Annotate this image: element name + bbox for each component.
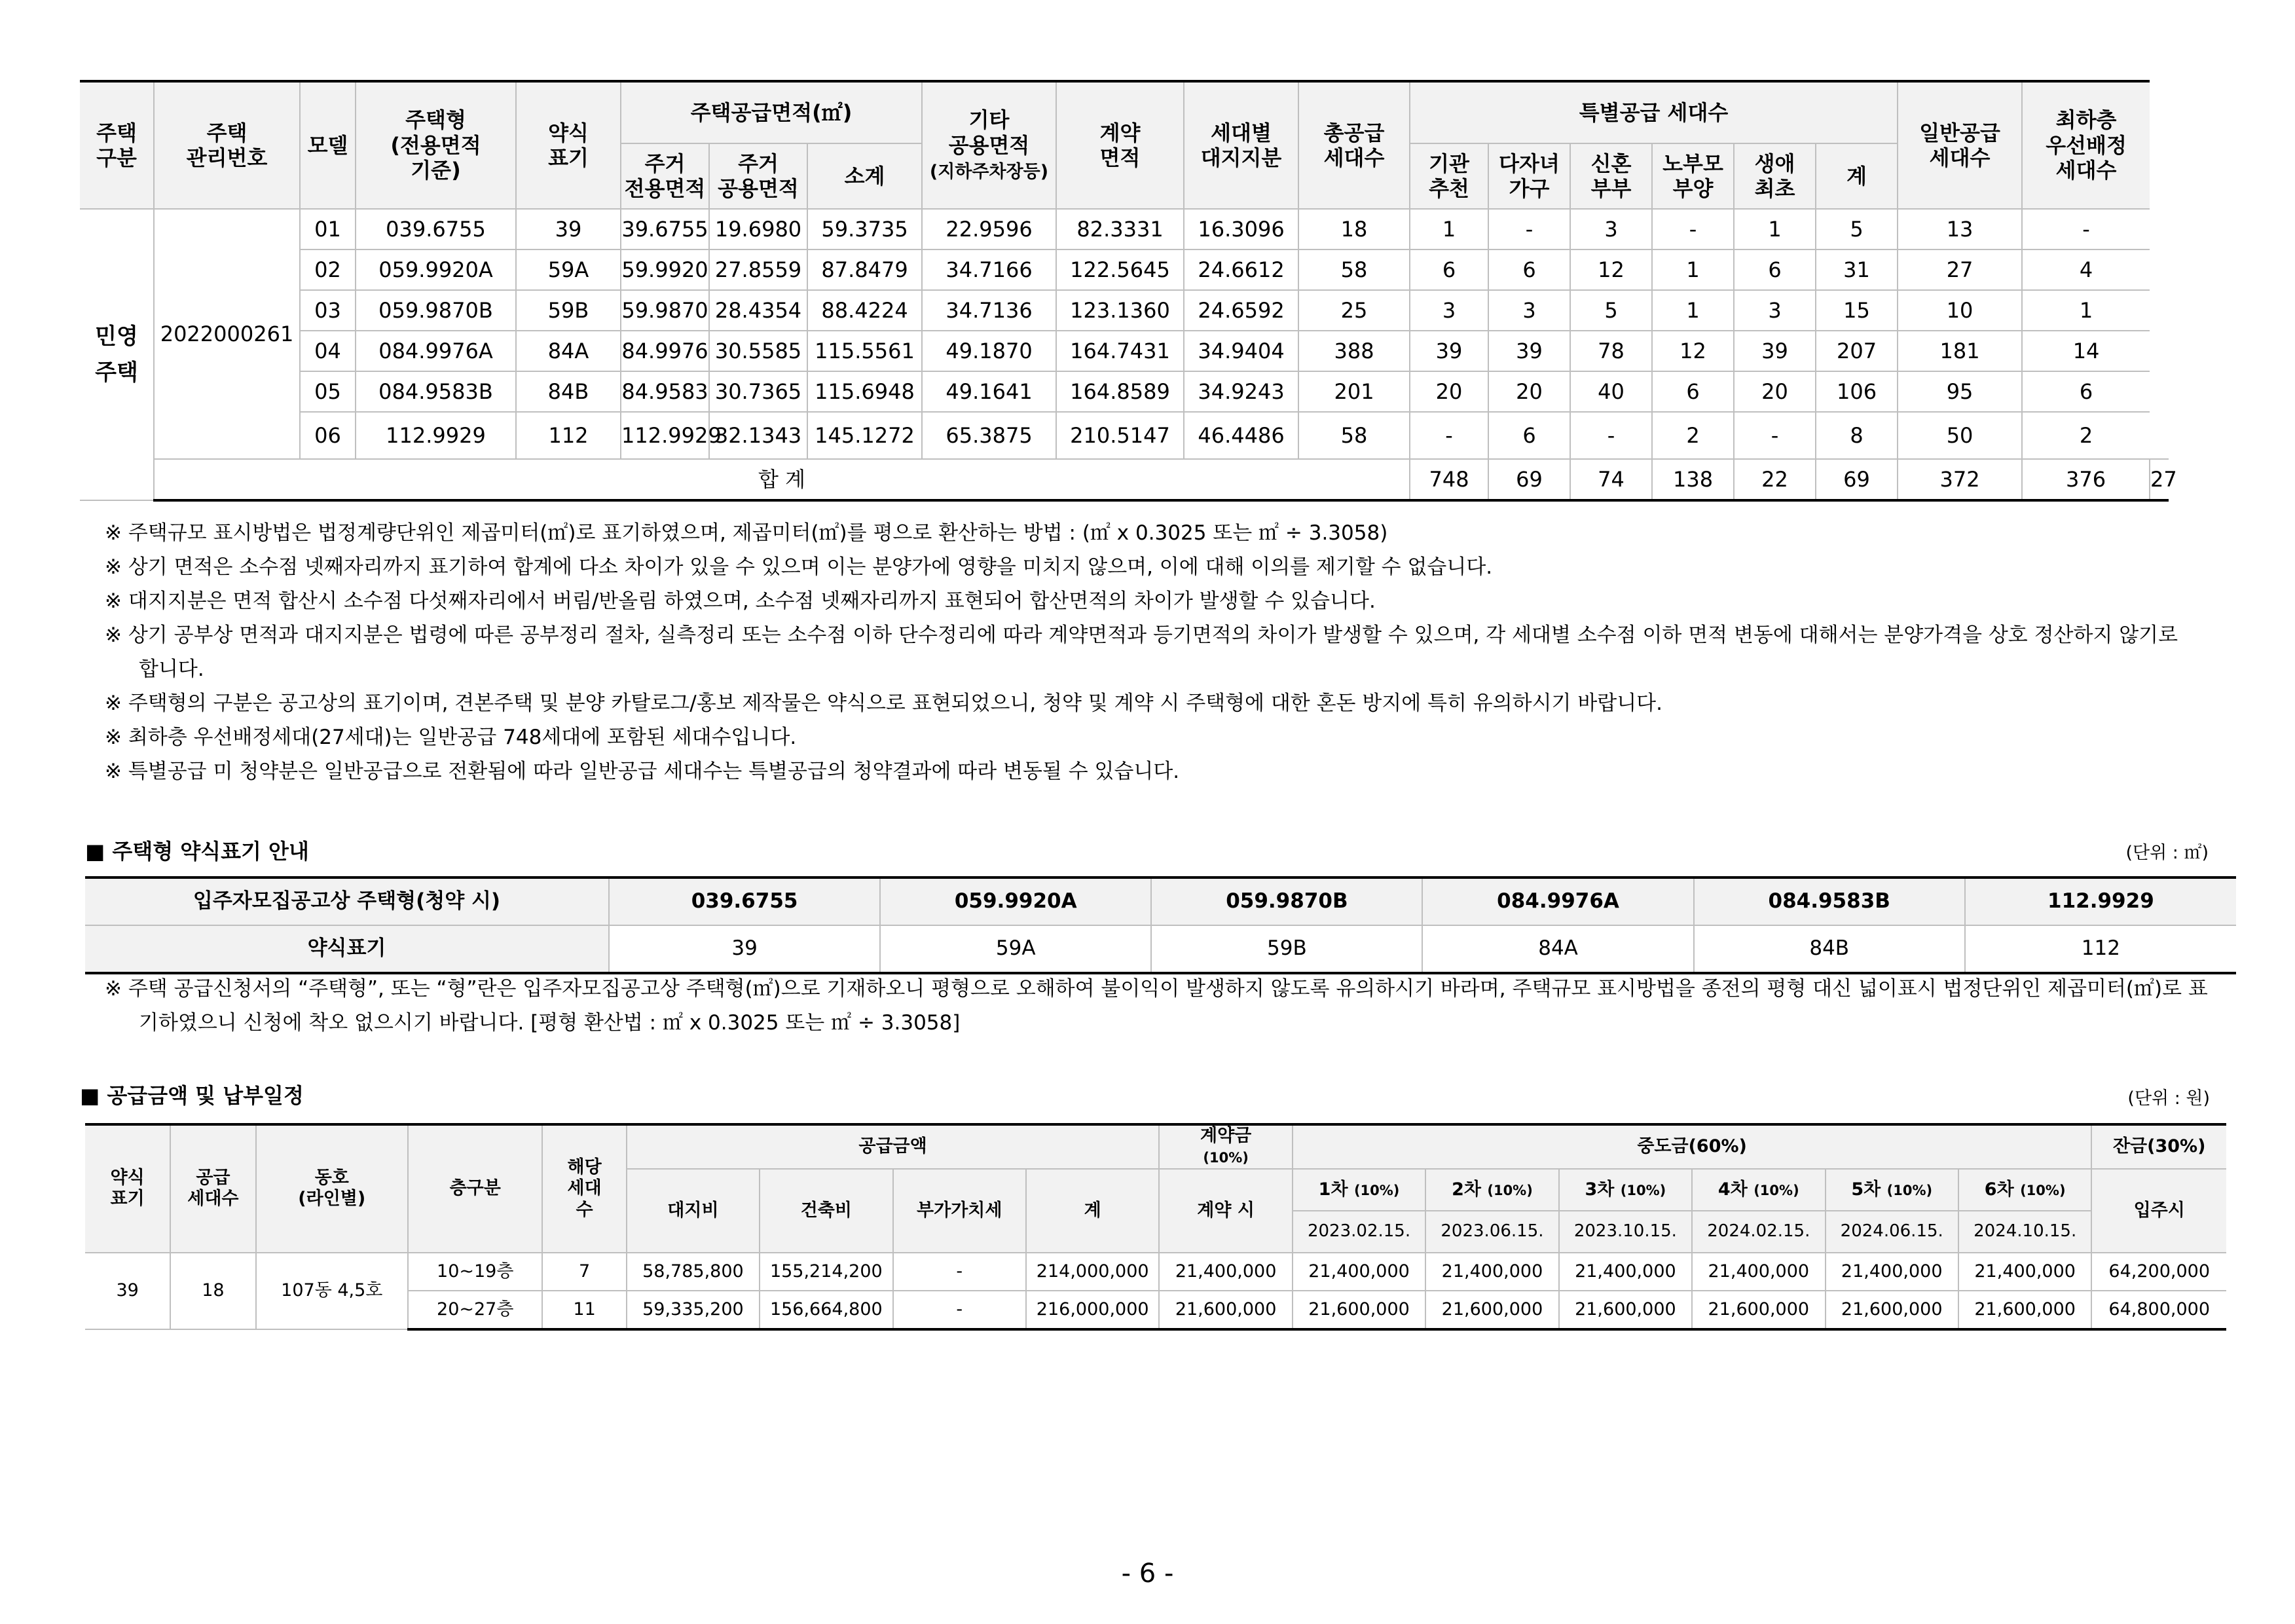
cell-total: 58 bbox=[1298, 412, 1410, 459]
cell-balance: 64,200,000 bbox=[2091, 1253, 2226, 1291]
cell-other: 34.7136 bbox=[922, 290, 1056, 331]
cell-i6: 21,600,000 bbox=[1958, 1291, 2091, 1329]
interim-label: 3차 bbox=[1585, 1179, 1615, 1200]
cell-sp_total: 207 bbox=[1816, 331, 1898, 371]
supply-header-floor: 층구분 bbox=[408, 1124, 542, 1253]
abbrev-value-cell: 59A bbox=[880, 925, 1151, 973]
header-supply-area: 주택공급면적(㎡) bbox=[621, 81, 922, 143]
totals-general: 376 bbox=[2022, 459, 2150, 500]
cell-contract: 123.1360 bbox=[1056, 290, 1184, 331]
note-item: ※ 특별공급 미 청약분은 일반공급으로 전환됨에 따라 일반공급 세대수는 특별공급의 청약결과에 따라 변동될 수 있습니다. bbox=[105, 760, 1180, 783]
cell-model: 01 bbox=[300, 209, 356, 249]
interim-installment-header bbox=[1826, 1169, 1958, 1211]
supply-header-abbrev: 약식 표기 bbox=[85, 1124, 170, 1253]
cell-inst: 1 bbox=[1410, 209, 1488, 249]
interim-installment-header bbox=[1293, 1169, 1425, 1211]
header-first-time: 생애 최초 bbox=[1734, 143, 1816, 209]
interim-pct: (10%) bbox=[1487, 1182, 1533, 1198]
cell-exclusive: 84.9583 bbox=[621, 371, 709, 412]
cell-common: 19.6980 bbox=[709, 209, 807, 249]
cell-total: 214,000,000 bbox=[1026, 1253, 1159, 1291]
housing-class-cell: 민영 주택 bbox=[80, 209, 154, 500]
abbrev-unit-label: (단위 : ㎡) bbox=[2125, 843, 2209, 863]
interim-pct: (10%) bbox=[1753, 1182, 1799, 1198]
cell-general: 10 bbox=[1898, 290, 2022, 331]
cell-model: 06 bbox=[300, 412, 356, 459]
note-item: ※ 주택규모 표시방법은 법정계량단위인 제곱미터(㎡)로 표기하였으며, 제곱미터(㎡)를 평으로 환산하는 방법 : (㎡ x 0.3025 또는 ㎡ ÷ 3.3058) bbox=[105, 521, 1388, 545]
cell-land: 34.9404 bbox=[1184, 331, 1298, 371]
cell-inst: 20 bbox=[1410, 371, 1488, 412]
cell-i4: 21,400,000 bbox=[1692, 1253, 1825, 1291]
supply-header-building-cost: 건축비 bbox=[760, 1169, 892, 1253]
cell-floor: 20~27층 bbox=[408, 1291, 542, 1329]
cell-general: 181 bbox=[1898, 331, 2022, 371]
cell-model: 03 bbox=[300, 290, 356, 331]
cell-subtotal: 59.3735 bbox=[807, 209, 922, 249]
cell-building: 155,214,200 bbox=[760, 1253, 892, 1291]
interim-label: 1차 bbox=[1318, 1179, 1348, 1200]
supply-header-land-cost: 대지비 bbox=[627, 1169, 760, 1253]
cell-elder: 12 bbox=[1652, 331, 1734, 371]
cell-exclusive: 59.9870 bbox=[621, 290, 709, 331]
cell-elder: - bbox=[1652, 209, 1734, 249]
cell-other: 65.3875 bbox=[922, 412, 1056, 459]
supply-header-deposit-when: 계약 시 bbox=[1159, 1169, 1292, 1253]
header-general-supply: 일반공급 세대수 bbox=[1898, 81, 2022, 209]
cell-common: 30.7365 bbox=[709, 371, 807, 412]
interim-date: 2024.06.15. bbox=[1826, 1211, 1958, 1253]
cell-sp_total: 106 bbox=[1816, 371, 1898, 412]
cell-i3: 21,600,000 bbox=[1559, 1291, 1692, 1329]
supply-header-dong: 동호 (라인별) bbox=[256, 1124, 408, 1253]
supply-header-interim: 중도금(60%) bbox=[1293, 1124, 2092, 1169]
cell-deposit: 21,600,000 bbox=[1159, 1291, 1292, 1329]
cell-land: 24.6612 bbox=[1184, 249, 1298, 290]
cell-other: 49.1641 bbox=[922, 371, 1056, 412]
cell-i5: 21,400,000 bbox=[1826, 1253, 1958, 1291]
cell-lowest: 2 bbox=[2022, 412, 2150, 459]
cell-contract: 164.7431 bbox=[1056, 331, 1184, 371]
cell-first: 20 bbox=[1734, 371, 1816, 412]
cell-abbrev: 84B bbox=[516, 371, 621, 412]
note-item: ※ 대지지분은 면적 합산시 소수점 다섯째자리에서 버림/반올림 하였으며, 소수점 넷째자리까지 표현되어 합산면적의 차이가 발생할 수 있습니다. bbox=[105, 589, 1376, 613]
cell-total: 388 bbox=[1298, 331, 1410, 371]
cell-abbrev: 84A bbox=[516, 331, 621, 371]
note-item: ※ 상기 면적은 소수점 넷째자리까지 표기하여 합계에 다소 차이가 있을 수 있으며 이는 분양가에 영향을 미치지 않으며, 이에 대해 이의를 제기할 수 없습니다. bbox=[105, 555, 1493, 579]
note-item: ※ 상기 공부상 면적과 대지지분은 법령에 따른 공부정리 절차, 실측정리 또는 소수점 이하 단수정리에 따라 계약면적과 등기면적의 차이가 발생할 수 있으며, 각 세대별 소수점 이하 면적 변동에 대해서는 분양가격을 상호 정산하지 않기로 합니다. bbox=[105, 623, 2178, 681]
abbrev-value-cell: 84A bbox=[1422, 925, 1693, 973]
cell-units: 7 bbox=[542, 1253, 626, 1291]
header-subtotal: 소계 bbox=[807, 143, 922, 209]
supply-price-table bbox=[85, 1123, 2226, 1331]
cell-sp_total: 5 bbox=[1816, 209, 1898, 249]
cell-type: 112.9929 bbox=[356, 412, 516, 459]
cell-exclusive: 112.9929 bbox=[621, 412, 709, 459]
cell-newly: 12 bbox=[1570, 249, 1652, 290]
cell-abbrev: 59B bbox=[516, 290, 621, 331]
cell-contract: 122.5645 bbox=[1056, 249, 1184, 290]
abbrev-value-cell: 112 bbox=[1965, 925, 2236, 973]
cell-general: 27 bbox=[1898, 249, 2022, 290]
cell-sp_total: 15 bbox=[1816, 290, 1898, 331]
header-special-total: 계 bbox=[1816, 143, 1898, 209]
cell-first: 6 bbox=[1734, 249, 1816, 290]
interim-installment-header bbox=[1425, 1169, 1558, 1211]
abbrev-type-cell: 039.6755 bbox=[609, 877, 880, 925]
interim-label: 4차 bbox=[1717, 1179, 1748, 1200]
group-supply-units: 18 bbox=[170, 1253, 255, 1329]
cell-total: 216,000,000 bbox=[1026, 1291, 1159, 1329]
cell-subtotal: 115.5561 bbox=[807, 331, 922, 371]
cell-i1: 21,400,000 bbox=[1293, 1253, 1425, 1291]
table-row bbox=[80, 412, 2169, 459]
cell-multi: 6 bbox=[1488, 412, 1570, 459]
supply-header-deposit: 계약금 (10%) bbox=[1159, 1124, 1292, 1169]
totals-total: 748 bbox=[1410, 459, 1488, 500]
cell-abbrev: 59A bbox=[516, 249, 621, 290]
cell-model: 04 bbox=[300, 331, 356, 371]
cell-common: 30.5585 bbox=[709, 331, 807, 371]
cell-elder: 1 bbox=[1652, 290, 1734, 331]
header-total-supply: 총공급 세대수 bbox=[1298, 81, 1410, 209]
supply-header-balance: 잔금(30%) bbox=[2091, 1124, 2226, 1169]
cell-land: 16.3096 bbox=[1184, 209, 1298, 249]
cell-subtotal: 115.6948 bbox=[807, 371, 922, 412]
interim-pct: (10%) bbox=[1886, 1182, 1933, 1198]
cell-deposit: 21,400,000 bbox=[1159, 1253, 1292, 1291]
cell-multi: 3 bbox=[1488, 290, 1570, 331]
cell-type: 059.9870B bbox=[356, 290, 516, 331]
cell-first: 1 bbox=[1734, 209, 1816, 249]
cell-other: 22.9596 bbox=[922, 209, 1056, 249]
cell-land: 24.6592 bbox=[1184, 290, 1298, 331]
abbrev-row1-label: 입주자모집공고상 주택형(청약 시) bbox=[85, 877, 609, 925]
table-row bbox=[80, 290, 2169, 331]
cell-inst: 39 bbox=[1410, 331, 1488, 371]
cell-land: 59,335,200 bbox=[627, 1291, 760, 1329]
interim-label: 5차 bbox=[1851, 1179, 1881, 1200]
cell-newly: 3 bbox=[1570, 209, 1652, 249]
cell-type: 084.9583B bbox=[356, 371, 516, 412]
cell-common: 28.4354 bbox=[709, 290, 807, 331]
cell-floor: 10~19층 bbox=[408, 1253, 542, 1291]
cell-subtotal: 145.1272 bbox=[807, 412, 922, 459]
interim-installment-header bbox=[1692, 1169, 1825, 1211]
supply-header-supply-units: 공급 세대수 bbox=[170, 1124, 255, 1253]
cell-subtotal: 88.4224 bbox=[807, 290, 922, 331]
cell-contract: 82.3331 bbox=[1056, 209, 1184, 249]
cell-abbrev: 39 bbox=[516, 209, 621, 249]
cell-total: 58 bbox=[1298, 249, 1410, 290]
group-dong: 107동 4,5호 bbox=[256, 1253, 408, 1329]
abbrev-type-cell: 112.9929 bbox=[1965, 877, 2236, 925]
group-abbrev: 39 bbox=[85, 1253, 170, 1329]
abbrev-values-row bbox=[85, 925, 2236, 973]
totals-elder: 22 bbox=[1734, 459, 1816, 500]
header-housing-type: 주택형 (전용면적 기준) bbox=[356, 81, 516, 209]
cell-i5: 21,600,000 bbox=[1826, 1291, 1958, 1329]
interim-pct: (10%) bbox=[1353, 1182, 1400, 1198]
interim-pct: (10%) bbox=[2020, 1182, 2066, 1198]
cell-contract: 210.5147 bbox=[1056, 412, 1184, 459]
cell-i2: 21,600,000 bbox=[1425, 1291, 1558, 1329]
cell-exclusive: 59.9920 bbox=[621, 249, 709, 290]
header-model: 모델 bbox=[300, 81, 356, 209]
housing-supply-body bbox=[80, 209, 2177, 500]
cell-common: 32.1343 bbox=[709, 412, 807, 459]
header-common-area: 주거 공용면적 bbox=[709, 143, 807, 209]
abbrev-types-row bbox=[85, 877, 2236, 925]
cell-exclusive: 39.6755 bbox=[621, 209, 709, 249]
cell-multi: 6 bbox=[1488, 249, 1570, 290]
totals-lowest: 27 bbox=[2150, 459, 2169, 500]
table-row bbox=[85, 1253, 2226, 1291]
interim-date: 2023.02.15. bbox=[1293, 1211, 1425, 1253]
housing-supply-table bbox=[80, 80, 2177, 502]
abbrev-value-cell: 39 bbox=[609, 925, 880, 973]
cell-first: 3 bbox=[1734, 290, 1816, 331]
supply-header-units: 해당 세대 수 bbox=[542, 1124, 626, 1253]
cell-newly: 5 bbox=[1570, 290, 1652, 331]
cell-elder: 1 bbox=[1652, 249, 1734, 290]
supply-header-vat: 부가가치세 bbox=[893, 1169, 1026, 1253]
cell-total: 18 bbox=[1298, 209, 1410, 249]
balance-when: 입주시 bbox=[2091, 1169, 2226, 1253]
interim-installment-header bbox=[1958, 1169, 2091, 1211]
table-row bbox=[80, 371, 2169, 412]
cell-balance: 64,800,000 bbox=[2091, 1291, 2226, 1329]
interim-date: 2024.10.15. bbox=[1958, 1211, 2091, 1253]
header-housing-class: 주택 구분 bbox=[80, 81, 154, 209]
table-row bbox=[80, 209, 2169, 249]
cell-general: 13 bbox=[1898, 209, 2022, 249]
cell-total: 201 bbox=[1298, 371, 1410, 412]
interim-installment-header bbox=[1559, 1169, 1692, 1211]
abbrev-type-cell: 059.9870B bbox=[1151, 877, 1422, 925]
cell-lowest: 4 bbox=[2022, 249, 2150, 290]
cell-lowest: 6 bbox=[2022, 371, 2150, 412]
interim-date: 2023.06.15. bbox=[1425, 1211, 1558, 1253]
interim-label: 2차 bbox=[1452, 1179, 1481, 1200]
interim-pct: (10%) bbox=[1620, 1182, 1666, 1198]
cell-lowest: 14 bbox=[2022, 331, 2150, 371]
cell-multi: 20 bbox=[1488, 371, 1570, 412]
cell-land: 34.9243 bbox=[1184, 371, 1298, 412]
cell-exclusive: 84.9976 bbox=[621, 331, 709, 371]
cell-i4: 21,600,000 bbox=[1692, 1291, 1825, 1329]
totals-first: 69 bbox=[1816, 459, 1898, 500]
cell-land: 58,785,800 bbox=[627, 1253, 760, 1291]
abbrev-value-cell: 84B bbox=[1694, 925, 1965, 973]
totals-sp_total: 372 bbox=[1898, 459, 2022, 500]
cell-sp_total: 31 bbox=[1816, 249, 1898, 290]
cell-newly: 40 bbox=[1570, 371, 1652, 412]
note-item: ※ 최하층 우선배정세대(27세대)는 일반공급 748세대에 포함된 세대수입니다. bbox=[105, 726, 797, 749]
header-elderly-parent: 노부모 부양 bbox=[1652, 143, 1734, 209]
abbrev-type-cell: 084.9976A bbox=[1422, 877, 1693, 925]
cell-vat: - bbox=[893, 1291, 1026, 1329]
cell-newly: 78 bbox=[1570, 331, 1652, 371]
cell-newly: - bbox=[1570, 412, 1652, 459]
interim-label: 6차 bbox=[1984, 1179, 2014, 1200]
header-mgmt-no: 주택 관리번호 bbox=[154, 81, 300, 209]
totals-row bbox=[80, 459, 2169, 500]
cell-i1: 21,600,000 bbox=[1293, 1291, 1425, 1329]
totals-newly: 138 bbox=[1652, 459, 1734, 500]
cell-inst: 3 bbox=[1410, 290, 1488, 331]
header-land-share: 세대별 대지지분 bbox=[1184, 81, 1298, 209]
housing-type-notes bbox=[105, 972, 2213, 1040]
cell-i3: 21,400,000 bbox=[1559, 1253, 1692, 1291]
abbrev-value-cell: 59B bbox=[1151, 925, 1422, 973]
area-notes bbox=[105, 516, 2187, 788]
cell-subtotal: 87.8479 bbox=[807, 249, 922, 290]
cell-contract: 164.8589 bbox=[1056, 371, 1184, 412]
cell-first: 39 bbox=[1734, 331, 1816, 371]
cell-units: 11 bbox=[542, 1291, 626, 1329]
supply-header-price-total: 계 bbox=[1026, 1169, 1159, 1253]
cell-lowest: 1 bbox=[2022, 290, 2150, 331]
header-exclusive-area: 주거 전용면적 bbox=[621, 143, 709, 209]
totals-inst: 69 bbox=[1488, 459, 1570, 500]
cell-building: 156,664,800 bbox=[760, 1291, 892, 1329]
header-special-supply: 특별공급 세대수 bbox=[1410, 81, 1898, 143]
cell-abbrev: 112 bbox=[516, 412, 621, 459]
header-contract-area: 계약 면적 bbox=[1056, 81, 1184, 209]
cell-elder: 2 bbox=[1652, 412, 1734, 459]
note-item: ※ 주택 공급신청서의 “주택형”, 또는 “형”란은 입주자모집공고상 주택형(㎡)으로 기재하오니 평형으로 오해하여 불이익이 발생하지 않도록 유의하시기 바라며, 주택규모 표시방법을 종전의 평형 대신 넓이표시 법정단위인 제곱미터(㎡)로 표기하였으니 신청에 착오 없으시기 바랍니다. [평형 환산법 : ㎡ x 0.3025 또는 ㎡ ÷ 3.3058] bbox=[105, 977, 2208, 1035]
abbrev-section-title: ■ 주택형 약식표기 안내 bbox=[85, 839, 309, 864]
cell-lowest: - bbox=[2022, 209, 2150, 249]
interim-date: 2024.02.15. bbox=[1692, 1211, 1825, 1253]
table-row bbox=[80, 249, 2169, 290]
header-other-common: 기타 공용면적 (지하주차장등) bbox=[922, 81, 1056, 209]
cell-i2: 21,400,000 bbox=[1425, 1253, 1558, 1291]
cell-multi: 39 bbox=[1488, 331, 1570, 371]
header-lowest-floor: 최하층 우선배정 세대수 bbox=[2022, 81, 2150, 209]
cell-model: 02 bbox=[300, 249, 356, 290]
cell-vat: - bbox=[893, 1253, 1026, 1291]
cell-inst: - bbox=[1410, 412, 1488, 459]
cell-general: 50 bbox=[1898, 412, 2022, 459]
abbrev-row2-label: 약식표기 bbox=[85, 925, 609, 973]
cell-type: 039.6755 bbox=[356, 209, 516, 249]
header-multi-child: 다자녀 가구 bbox=[1488, 143, 1570, 209]
cell-land: 46.4486 bbox=[1184, 412, 1298, 459]
supply-price-body bbox=[85, 1253, 2226, 1329]
interim-date: 2023.10.15. bbox=[1559, 1211, 1692, 1253]
page-number: - 6 - bbox=[1121, 1559, 1174, 1589]
mgmt-no-cell: 2022000261 bbox=[154, 209, 300, 459]
abbrev-type-cell: 059.9920A bbox=[880, 877, 1151, 925]
cell-elder: 6 bbox=[1652, 371, 1734, 412]
cell-model: 05 bbox=[300, 371, 356, 412]
header-abbrev: 약식 표기 bbox=[516, 81, 621, 209]
header-institution: 기관 추천 bbox=[1410, 143, 1488, 209]
supply-header-price: 공급금액 bbox=[627, 1124, 1160, 1169]
totals-multi: 74 bbox=[1570, 459, 1652, 500]
header-newlywed: 신혼 부부 bbox=[1570, 143, 1652, 209]
totals-label: 합 계 bbox=[154, 459, 1410, 500]
cell-multi: - bbox=[1488, 209, 1570, 249]
cell-first: - bbox=[1734, 412, 1816, 459]
cell-inst: 6 bbox=[1410, 249, 1488, 290]
cell-total: 25 bbox=[1298, 290, 1410, 331]
cell-type: 059.9920A bbox=[356, 249, 516, 290]
cell-i6: 21,400,000 bbox=[1958, 1253, 2091, 1291]
abbrev-table bbox=[85, 876, 2236, 974]
cell-other: 34.7166 bbox=[922, 249, 1056, 290]
cell-common: 27.8559 bbox=[709, 249, 807, 290]
cell-sp_total: 8 bbox=[1816, 412, 1898, 459]
cell-general: 95 bbox=[1898, 371, 2022, 412]
supply-section-title: ■ 공급금액 및 납부일정 bbox=[80, 1083, 304, 1108]
cell-type: 084.9976A bbox=[356, 331, 516, 371]
supply-unit-label: (단위 : 원) bbox=[2127, 1088, 2210, 1109]
note-item: ※ 주택형의 구분은 공고상의 표기이며, 견본주택 및 분양 카탈로그/홍보 제작물은 약식으로 표현되었으니, 청약 및 계약 시 주택형에 대한 혼돈 방지에 특히 유의하시기 바랍니다. bbox=[105, 692, 1662, 715]
abbrev-type-cell: 084.9583B bbox=[1694, 877, 1965, 925]
cell-other: 49.1870 bbox=[922, 331, 1056, 371]
table-row bbox=[80, 331, 2169, 371]
